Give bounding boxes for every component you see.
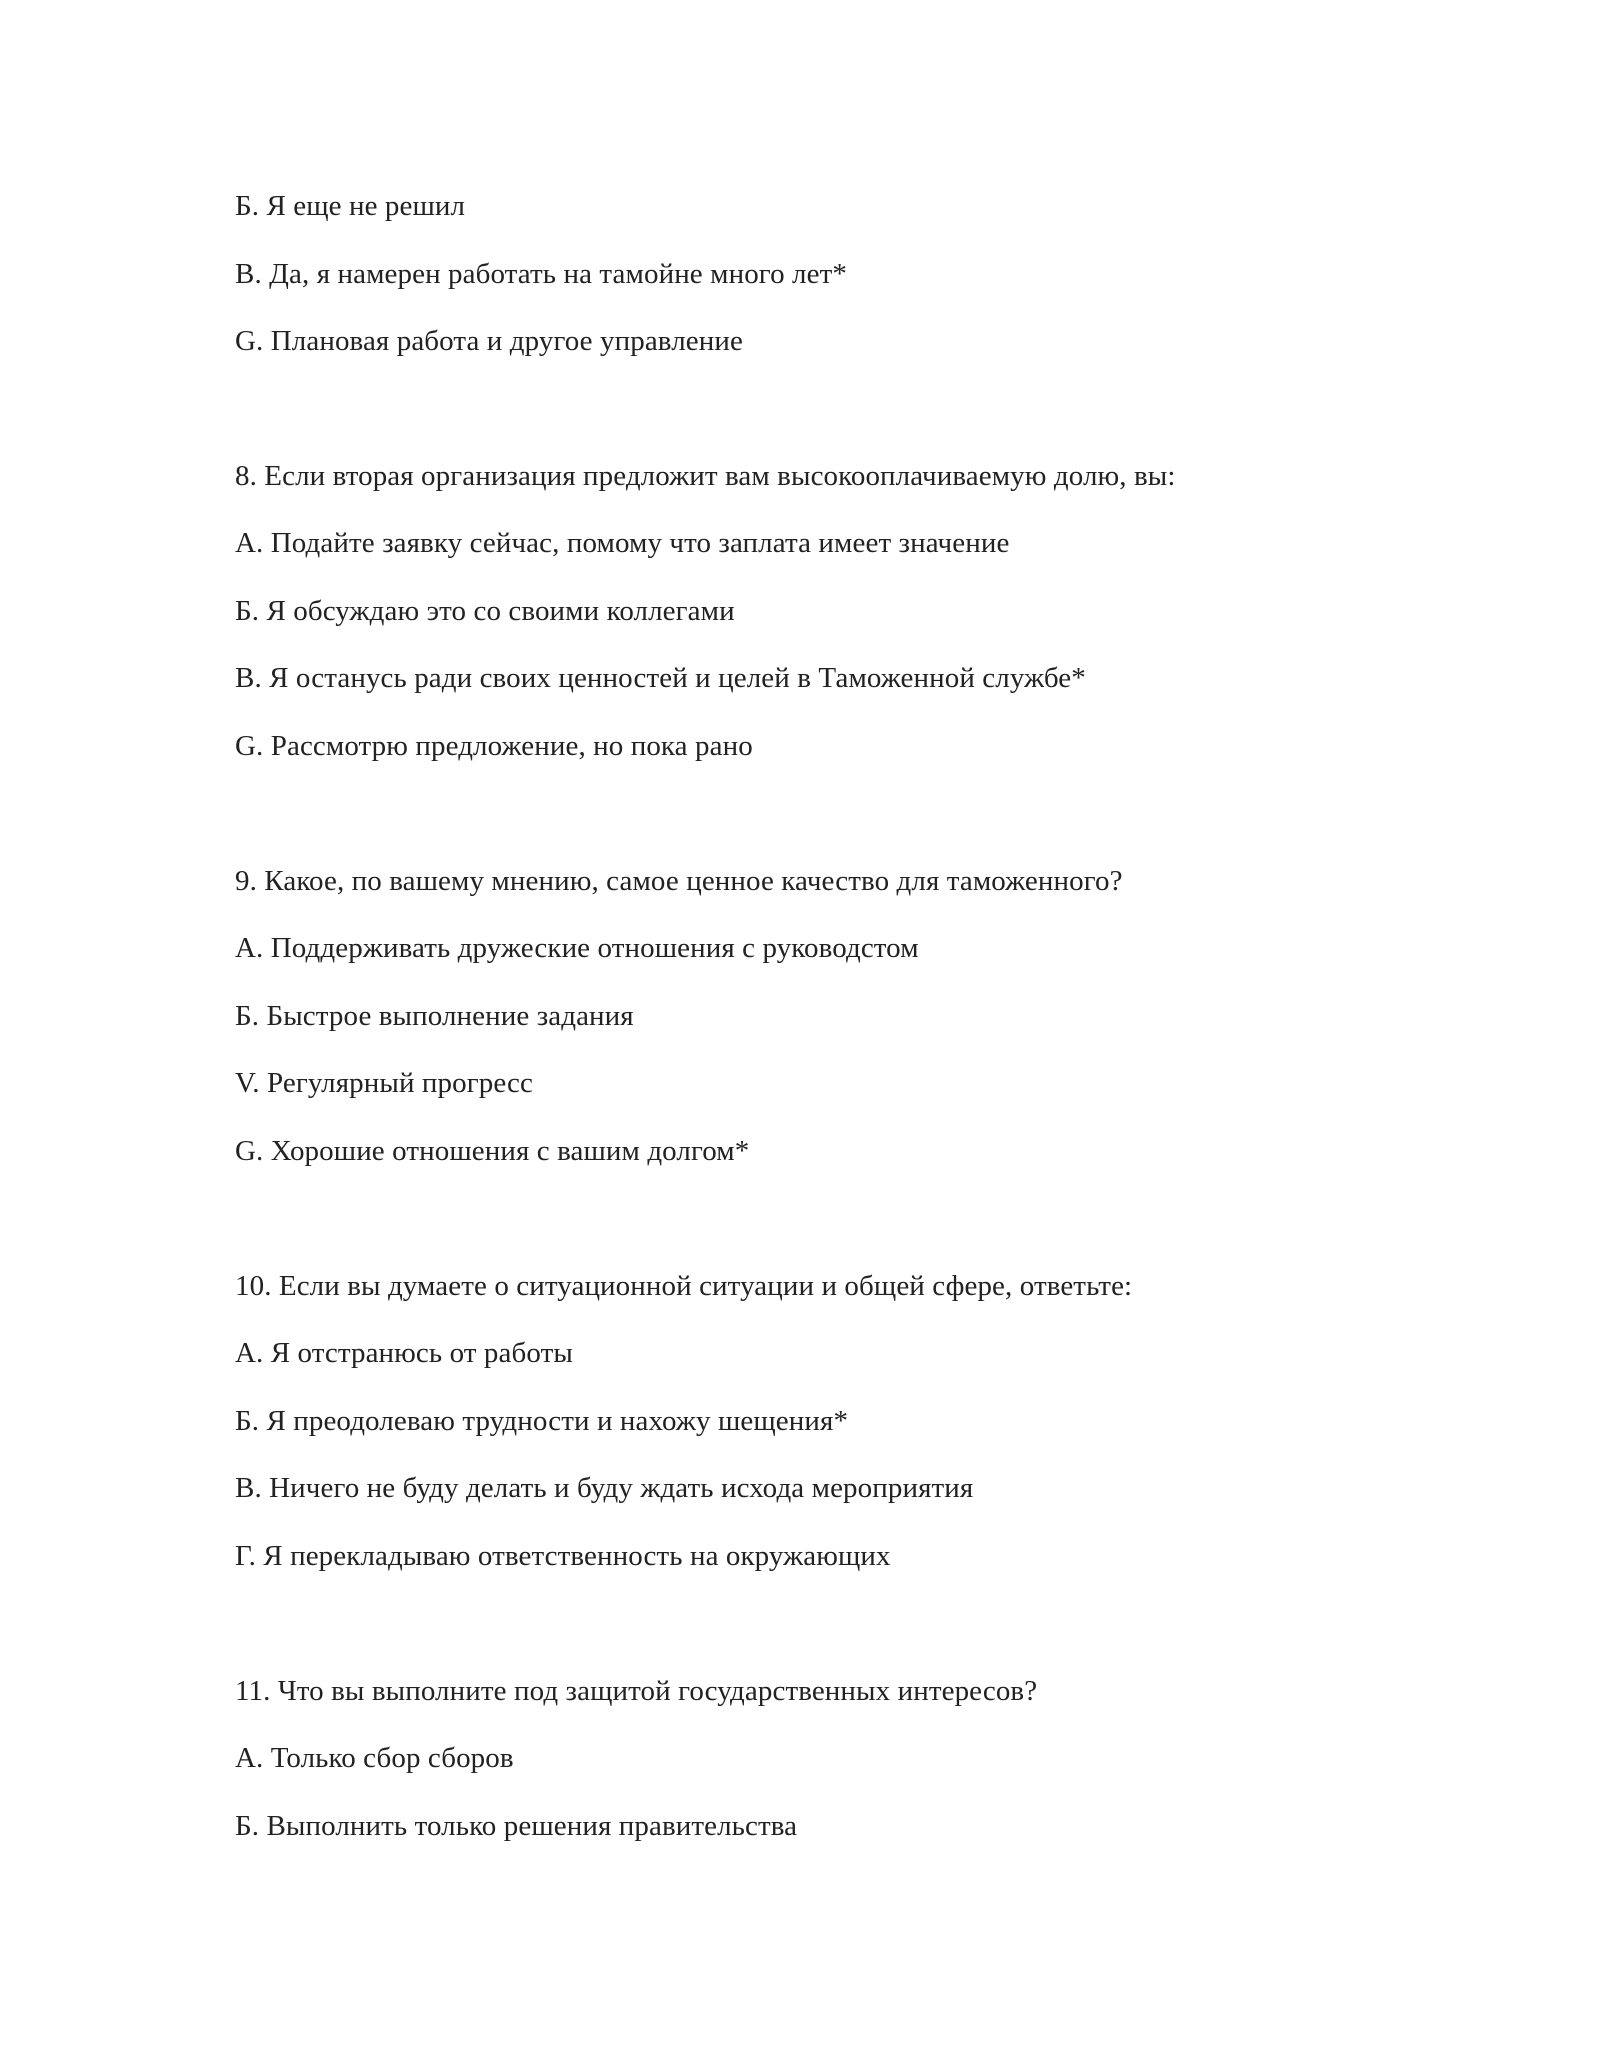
q10-question: 10. Если вы думаете о ситуационной ситуации и общей сфере, ответьте: xyxy=(235,1270,1133,1302)
q7-option-g: G. Плановая работа и другое управление xyxy=(235,325,743,357)
q7-option-b: Б. Я еще не решил xyxy=(235,190,466,222)
q9-option-v: V. Регулярный прогресс xyxy=(235,1067,533,1099)
q11-question: 11. Что вы выполните под защитой государственных интересов? xyxy=(235,1675,1038,1707)
q10-option-a: А. Я отстранюсь от работы xyxy=(235,1337,573,1369)
q11-option-a: А. Только сбор сборов xyxy=(235,1742,514,1774)
q9-option-g: G. Хорошие отношения с вашим долгом* xyxy=(235,1135,750,1167)
q8-question: 8. Если вторая организация предложит вам высокооплачиваемую долю, вы: xyxy=(235,460,1176,492)
q10-option-v: В. Ничего не буду делать и буду ждать исхода мероприятия xyxy=(235,1472,974,1504)
q8-option-b: Б. Я обсуждаю это со своими коллегами xyxy=(235,595,735,627)
q9-option-a: А. Поддерживать дружеские отношения с руководстом xyxy=(235,932,919,964)
q11-option-b: Б. Выполнить только решения правительства xyxy=(235,1810,798,1842)
q7-option-v: В. Да, я намерен работать на тамойне много лет* xyxy=(235,258,847,290)
q10-option-b: Б. Я преодолеваю трудности и нахожу шещения* xyxy=(235,1405,849,1437)
q8-option-g: G. Рассмотрю предложение, но пока рано xyxy=(235,730,753,762)
q9-question: 9. Какое, по вашему мнению, самое ценное качество для таможенного? xyxy=(235,865,1123,897)
q8-option-a: А. Подайте заявку сейчас, помому что заплата имеет значение xyxy=(235,527,1010,559)
q8-option-v: В. Я останусь ради своих ценностей и целей в Таможенной службе* xyxy=(235,662,1086,694)
q9-option-b: Б. Быстрое выполнение задания xyxy=(235,1000,634,1032)
q10-option-g: Г. Я перекладываю ответственность на окружающих xyxy=(235,1540,891,1572)
